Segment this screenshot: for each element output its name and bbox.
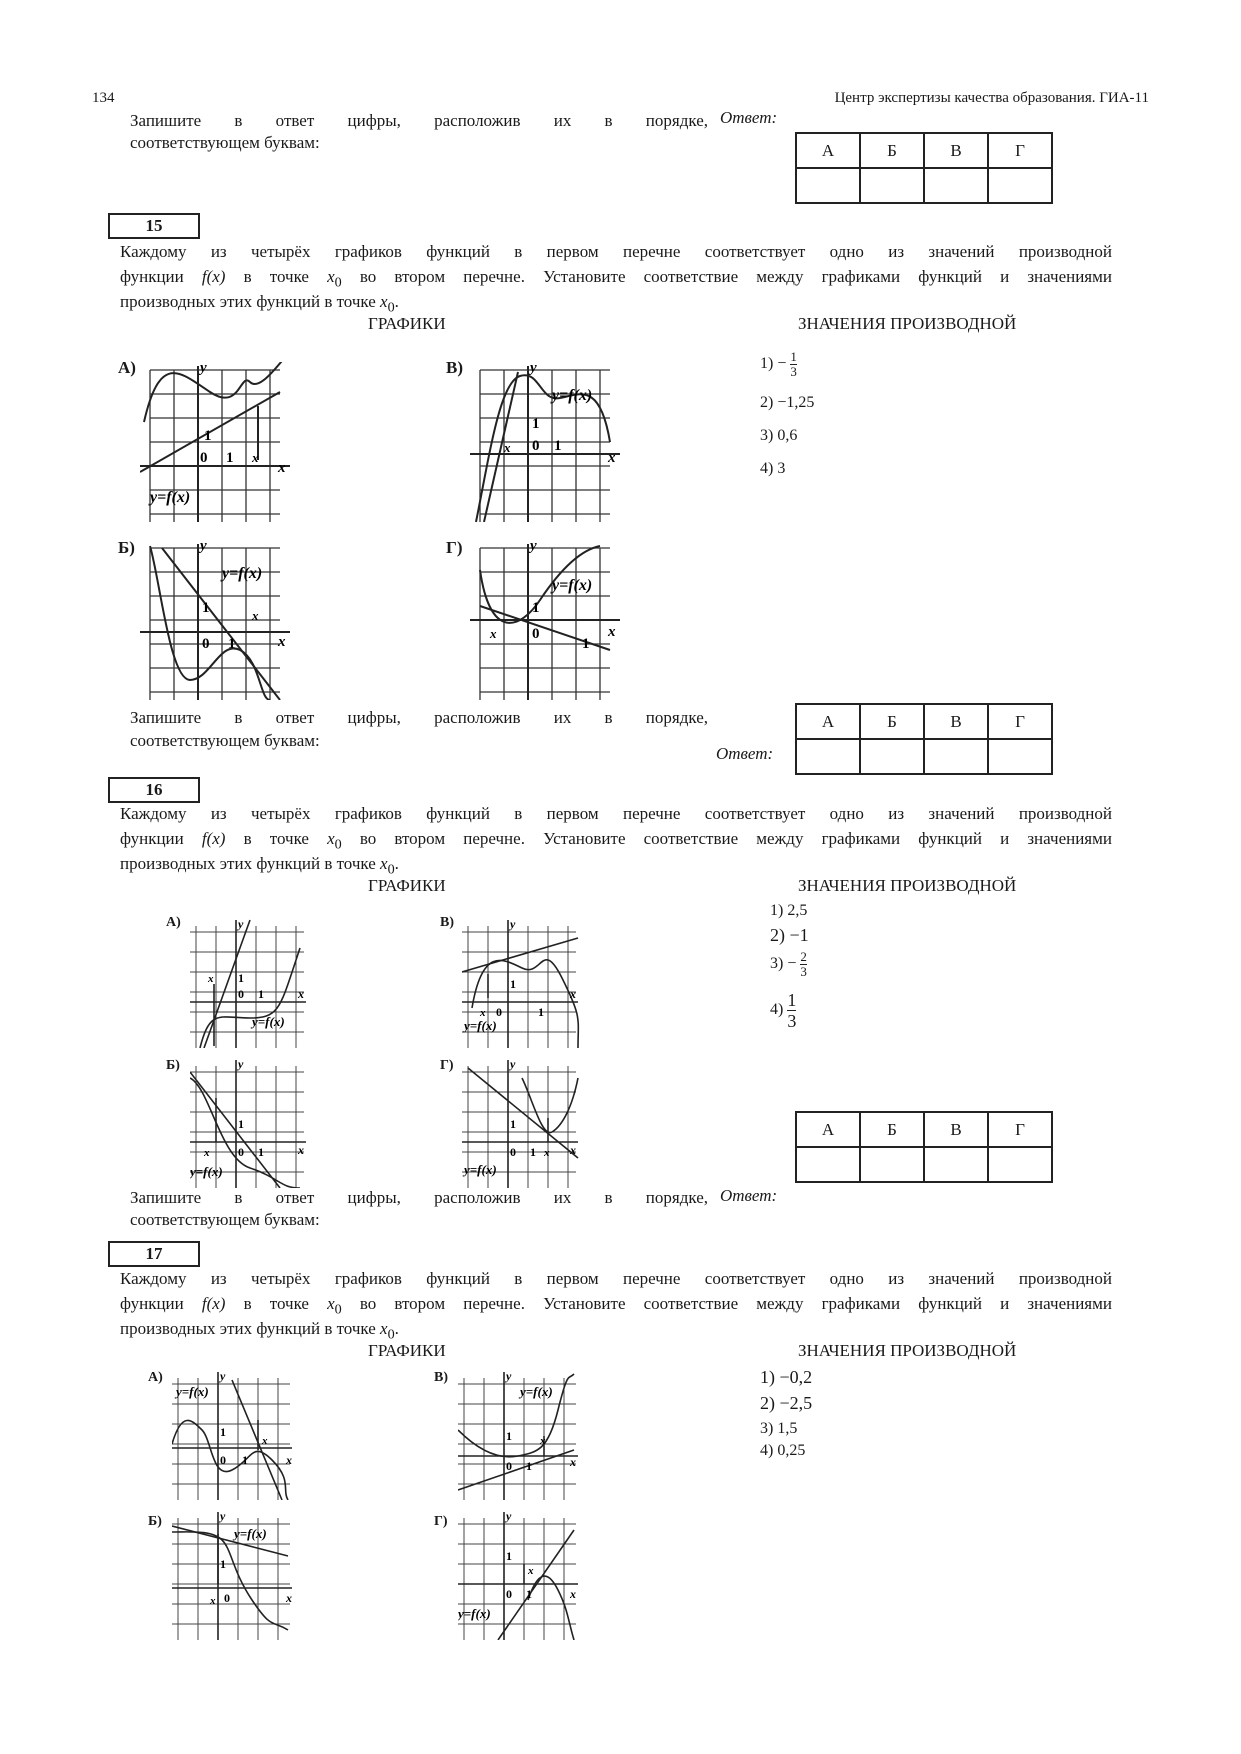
page-header-source: Центр экспертизы качества образования. ГИА-11 xyxy=(834,90,1149,106)
answer-cell[interactable] xyxy=(988,739,1052,774)
option-item: 3) 0,6 xyxy=(760,427,798,444)
svg-text:1: 1 xyxy=(554,438,562,454)
task-text-line: производных этих функций в точке $x_0$. xyxy=(120,854,399,878)
svg-text:1: 1 xyxy=(226,450,234,466)
svg-text:x: x xyxy=(298,1143,304,1157)
plot-letter: А) xyxy=(148,1370,163,1385)
answer-cell[interactable] xyxy=(924,168,988,203)
option-item: 4) 3 xyxy=(760,460,786,477)
svg-text:1: 1 xyxy=(258,1145,264,1159)
svg-text:1: 1 xyxy=(506,1549,512,1563)
option-item: 1) 2,5 xyxy=(770,902,808,919)
plot-letter: Б) xyxy=(148,1514,162,1529)
answer-col-header: В xyxy=(924,1112,988,1147)
svg-text:0: 0 xyxy=(532,438,540,454)
svg-text:x: x xyxy=(298,987,304,1001)
instruction-line: Запишите в ответ цифры, расположив их в порядке, xyxy=(130,111,708,130)
graph-16-a xyxy=(190,918,310,1048)
plot-letter: В) xyxy=(446,358,463,377)
svg-text:1: 1 xyxy=(202,600,210,616)
instruction-line: Запишите в ответ цифры, расположив их в порядке, xyxy=(130,708,708,727)
graphs-caption: ГРАФИКИ xyxy=(368,314,446,333)
answer-col-header: Б xyxy=(860,133,924,168)
svg-text:1: 1 xyxy=(532,416,540,432)
instruction-line: Запишите в ответ цифры, расположив их в порядке, xyxy=(130,1188,708,1207)
svg-text:0: 0 xyxy=(532,626,540,642)
graph-17-g xyxy=(458,1510,582,1640)
svg-text:y=f(x): y=f(x) xyxy=(464,1018,497,1033)
plot-letter: А) xyxy=(118,358,136,377)
svg-text:y=f(x): y=f(x) xyxy=(234,1526,267,1541)
svg-text:x: x xyxy=(480,1007,486,1019)
graph-17-a xyxy=(172,1370,296,1500)
graph-15-b xyxy=(140,540,290,700)
option-item: 2) −1,25 xyxy=(760,394,815,411)
svg-text:0: 0 xyxy=(510,1145,516,1159)
graph-15-v xyxy=(470,362,620,522)
option-item: 3) − $\frac{2}{3}$ xyxy=(770,949,807,979)
svg-text:0: 0 xyxy=(202,636,210,652)
svg-text:x: x xyxy=(540,1435,546,1447)
svg-text:x: x xyxy=(570,1455,576,1469)
answer-col-header: Г xyxy=(988,133,1052,168)
svg-text:y: y xyxy=(530,540,537,554)
svg-text:1: 1 xyxy=(220,1557,226,1571)
svg-text:y: y xyxy=(506,1370,512,1383)
answer-cell[interactable] xyxy=(860,168,924,203)
svg-text:1: 1 xyxy=(238,971,244,985)
svg-text:x: x xyxy=(278,634,286,650)
svg-text:y: y xyxy=(200,362,207,376)
plot-letter: Г) xyxy=(434,1514,448,1529)
answer-col-header: Г xyxy=(988,1112,1052,1147)
graph-16-b xyxy=(190,1058,310,1188)
answer-cell[interactable] xyxy=(860,739,924,774)
answer-label: Ответ: xyxy=(720,108,778,127)
answer-table xyxy=(795,132,1053,204)
svg-text:x: x xyxy=(210,1595,216,1607)
svg-text:y=f(x): y=f(x) xyxy=(552,387,593,404)
graphs-caption: ГРАФИКИ xyxy=(368,876,446,895)
plot-letter: Б) xyxy=(166,1058,180,1073)
option-item: 1) −0,2 xyxy=(760,1367,813,1387)
svg-text:x: x xyxy=(286,1453,292,1467)
svg-text:y: y xyxy=(238,1058,244,1071)
svg-text:y: y xyxy=(510,1058,516,1071)
answer-cell[interactable] xyxy=(860,1147,924,1182)
svg-text:1: 1 xyxy=(538,1005,544,1019)
svg-text:1: 1 xyxy=(258,987,264,1001)
svg-text:y=f(x): y=f(x) xyxy=(520,1384,553,1399)
svg-text:0: 0 xyxy=(238,987,244,1001)
svg-text:x: x xyxy=(570,987,576,1001)
svg-text:x: x xyxy=(252,450,259,465)
task-text-line: Каждому из четырёх графиков функций в первом перечне соответствует одно из значений производной xyxy=(120,804,1112,823)
svg-text:1: 1 xyxy=(526,1459,532,1473)
svg-text:1: 1 xyxy=(582,636,590,652)
task-number: 15 xyxy=(108,213,200,239)
answer-col-header: Б xyxy=(860,704,924,739)
svg-text:y=f(x): y=f(x) xyxy=(176,1384,209,1399)
svg-text:y: y xyxy=(510,918,516,931)
values-caption: ЗНАЧЕНИЯ ПРОИЗВОДНОЙ xyxy=(798,876,1017,895)
answer-label: Ответ: xyxy=(720,1186,778,1205)
svg-text:0: 0 xyxy=(220,1453,226,1467)
answer-col-header: Б xyxy=(860,1112,924,1147)
page-number: 134 xyxy=(92,90,115,106)
svg-text:x: x xyxy=(262,1435,268,1447)
graph-17-b xyxy=(172,1510,296,1640)
svg-text:1: 1 xyxy=(530,1145,536,1159)
svg-text:0: 0 xyxy=(506,1459,512,1473)
answer-cell[interactable] xyxy=(988,168,1052,203)
svg-text:y: y xyxy=(530,362,537,376)
option-item: 4) $\frac{1}{3}$ xyxy=(770,990,797,1031)
svg-text:x: x xyxy=(544,1147,550,1159)
graphs-caption: ГРАФИКИ xyxy=(368,1341,446,1360)
svg-text:x: x xyxy=(286,1591,292,1605)
svg-text:0: 0 xyxy=(224,1591,230,1605)
svg-text:y=f(x): y=f(x) xyxy=(252,1014,285,1029)
svg-text:0: 0 xyxy=(200,450,208,466)
svg-text:0: 0 xyxy=(496,1005,502,1019)
option-item: 2) −2,5 xyxy=(760,1393,813,1413)
svg-text:1: 1 xyxy=(532,600,540,616)
graph-15-a xyxy=(140,362,290,522)
svg-text:x: x xyxy=(208,973,214,985)
svg-text:y=f(x): y=f(x) xyxy=(458,1606,491,1621)
plot-letter: Г) xyxy=(446,538,463,557)
svg-text:x: x xyxy=(528,1565,534,1577)
svg-text:x: x xyxy=(278,460,286,476)
svg-text:y=f(x): y=f(x) xyxy=(222,565,263,582)
answer-col-header: А xyxy=(796,704,860,739)
svg-text:y=f(x): y=f(x) xyxy=(190,1164,223,1179)
svg-text:x: x xyxy=(252,608,259,623)
graph-16-g xyxy=(462,1058,582,1188)
svg-text:1: 1 xyxy=(228,636,236,652)
svg-text:1: 1 xyxy=(204,428,212,444)
option-item: 3) 1,5 xyxy=(760,1420,798,1437)
task-text-line: функции f(x) в точке $x_0$ во втором перечне. Установите соответствие между графиками функций и значениями xyxy=(120,1294,1112,1318)
svg-text:x: x xyxy=(504,440,511,455)
answer-col-header: Г xyxy=(988,704,1052,739)
svg-text:y=f(x): y=f(x) xyxy=(464,1162,497,1177)
answer-cell[interactable] xyxy=(924,1147,988,1182)
values-caption: ЗНАЧЕНИЯ ПРОИЗВОДНОЙ xyxy=(798,314,1017,333)
plot-letter: В) xyxy=(440,915,454,930)
svg-text:x: x xyxy=(490,626,497,641)
answer-col-header: А xyxy=(796,133,860,168)
option-item: 1) − $\frac{1}{3}$ xyxy=(760,349,797,379)
option-item: 2) −1 xyxy=(770,925,809,945)
svg-text:x: x xyxy=(608,624,616,640)
answer-col-header: В xyxy=(924,133,988,168)
plot-letter: А) xyxy=(166,915,181,930)
svg-text:x: x xyxy=(570,1587,576,1601)
svg-text:1: 1 xyxy=(526,1587,532,1601)
task-number: 16 xyxy=(108,777,200,803)
plot-letter: Г) xyxy=(440,1058,454,1073)
answer-cell[interactable] xyxy=(924,739,988,774)
graph-15-g xyxy=(470,540,620,700)
task-text-line: функции f(x) в точке $x_0$ во втором перечне. Установите соответствие между графиками функций и значениями xyxy=(120,267,1112,291)
answer-label: Ответ: xyxy=(716,744,774,763)
svg-text:y: y xyxy=(220,1510,226,1523)
svg-text:1: 1 xyxy=(506,1429,512,1443)
task-text-line: производных этих функций в точке $x_0$. xyxy=(120,292,399,316)
plot-letter: Б) xyxy=(118,538,135,557)
answer-cell[interactable] xyxy=(796,739,860,774)
answer-col-header: В xyxy=(924,704,988,739)
task-text-line: производных этих функций в точке $x_0$. xyxy=(120,1319,399,1343)
graph-17-v xyxy=(458,1370,582,1500)
svg-text:y: y xyxy=(238,918,244,931)
task-text-line: Каждому из четырёх графиков функций в первом перечне соответствует одно из значений производной xyxy=(120,242,1112,261)
svg-text:1: 1 xyxy=(220,1425,226,1439)
svg-text:0: 0 xyxy=(506,1587,512,1601)
svg-text:1: 1 xyxy=(510,977,516,991)
svg-text:y: y xyxy=(220,1370,226,1383)
svg-text:y: y xyxy=(200,540,207,554)
svg-text:y=f(x): y=f(x) xyxy=(552,577,593,594)
task-text-line: Каждому из четырёх графиков функций в первом перечне соответствует одно из значений производной xyxy=(120,1269,1112,1288)
svg-text:x: x xyxy=(204,1147,210,1159)
svg-text:x: x xyxy=(570,1143,576,1157)
answer-cell[interactable] xyxy=(988,1147,1052,1182)
svg-text:0: 0 xyxy=(238,1145,244,1159)
values-caption: ЗНАЧЕНИЯ ПРОИЗВОДНОЙ xyxy=(798,1341,1017,1360)
plot-letter: В) xyxy=(434,1370,448,1385)
answer-cell[interactable] xyxy=(796,1147,860,1182)
option-item: 4) 0,25 xyxy=(760,1442,806,1459)
svg-text:x: x xyxy=(608,450,616,466)
svg-text:1: 1 xyxy=(238,1117,244,1131)
answer-cell[interactable] xyxy=(796,168,860,203)
svg-text:y: y xyxy=(506,1510,512,1523)
task-number: 17 xyxy=(108,1241,200,1267)
instruction-line: соответствующем буквам: xyxy=(130,1210,320,1229)
svg-text:y=f(x): y=f(x) xyxy=(150,489,191,506)
svg-text:1: 1 xyxy=(242,1453,248,1467)
answer-col-header: А xyxy=(796,1112,860,1147)
instruction-line: соответствующем буквам: xyxy=(130,731,320,750)
task-text-line: функции f(x) в точке $x_0$ во втором перечне. Установите соответствие между графиками функций и значениями xyxy=(120,829,1112,853)
answer-table xyxy=(795,703,1053,775)
graph-16-v xyxy=(462,918,582,1048)
svg-text:1: 1 xyxy=(510,1117,516,1131)
answer-table xyxy=(795,1111,1053,1183)
instruction-line: соответствующем буквам: xyxy=(130,133,320,152)
